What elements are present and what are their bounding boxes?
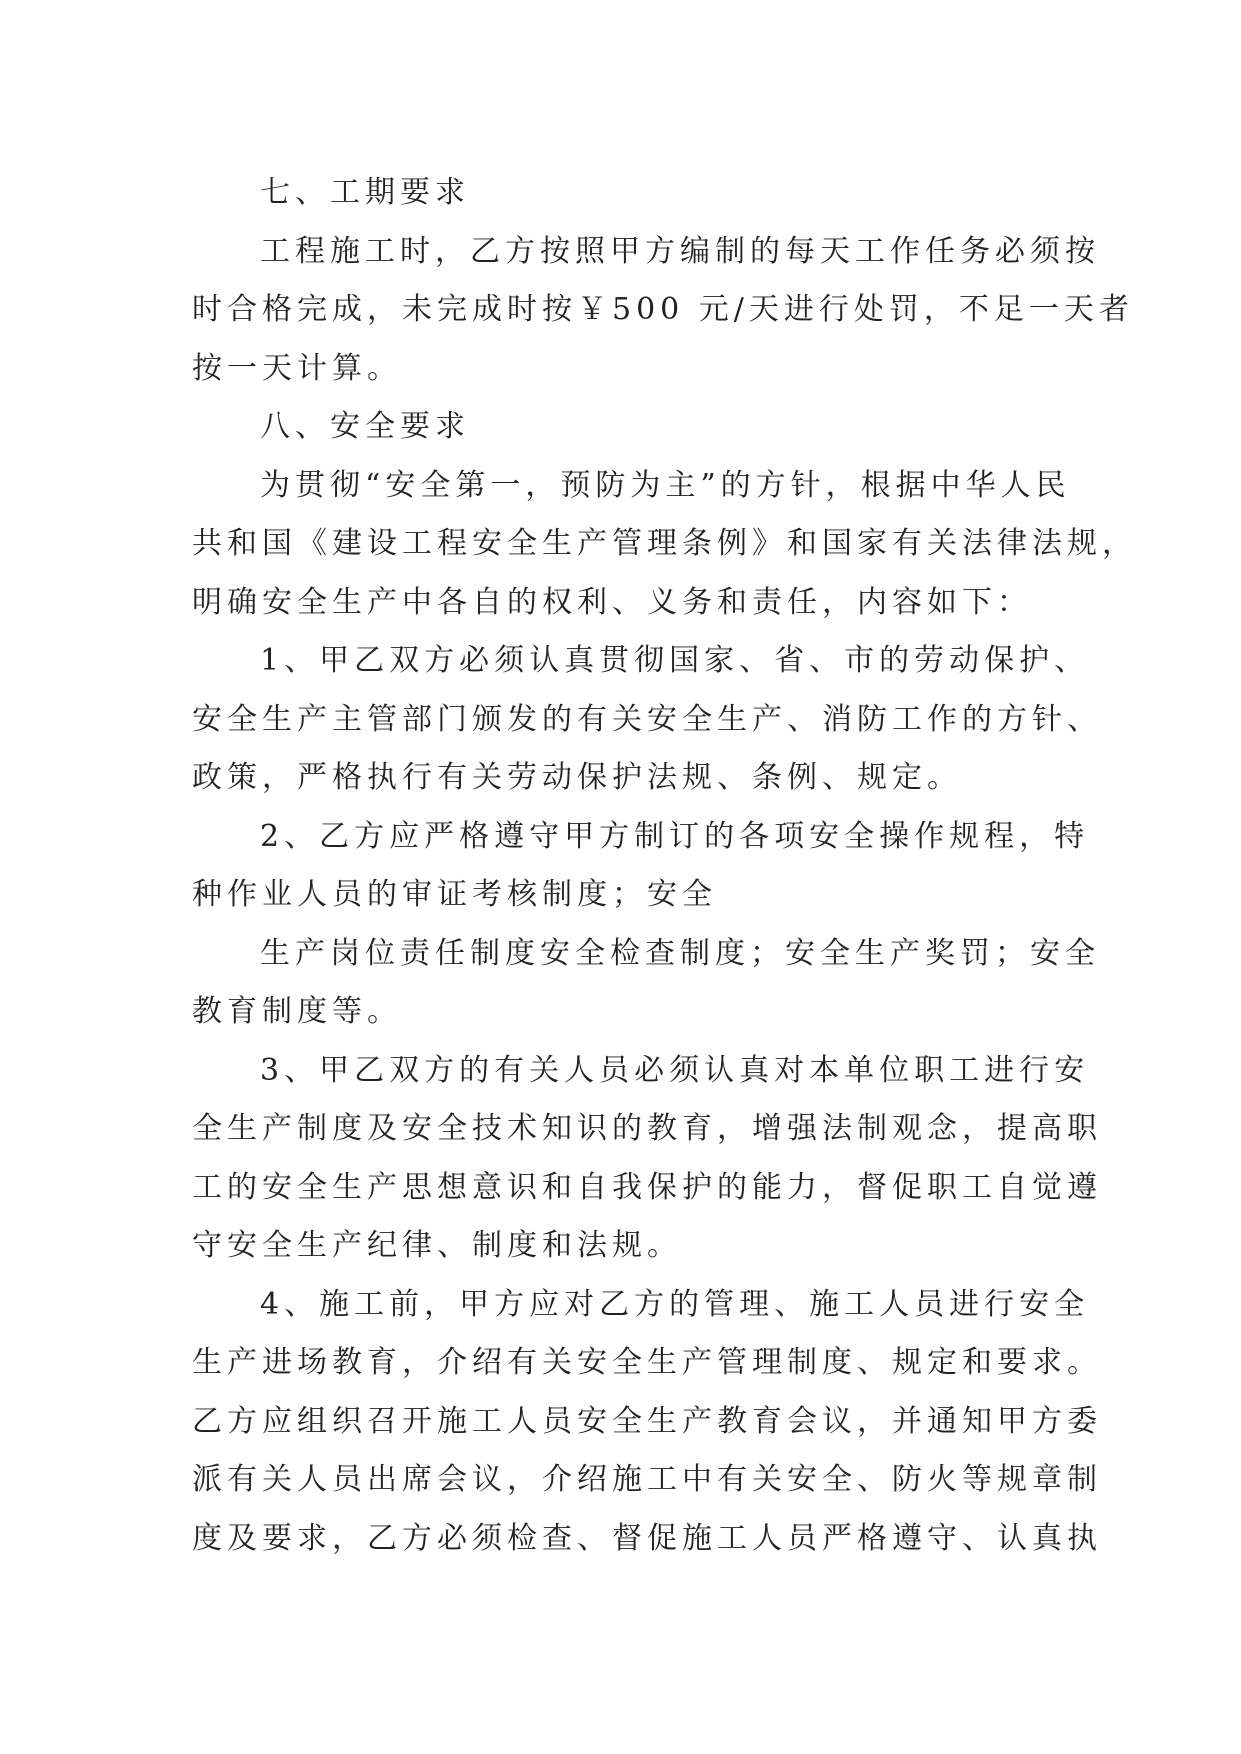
paragraph-line: 安全生产主管部门颁发的有关安全生产、消防工作的方针、 — [192, 701, 1102, 737]
paragraph-line: 明确安全生产中各自的权利、义务和责任，内容如下： — [192, 584, 1032, 620]
paragraph-line: 共和国《建设工程安全生产管理条例》和国家有关法律法规， — [192, 526, 1137, 561]
paragraph-line: 种作业人员的审证考核制度；安全 — [192, 877, 717, 912]
paragraph-line: 生产进场教育，介绍有关安全生产管理制度、规定和要求。 — [192, 1345, 1102, 1380]
paragraph-line: 乙方应组织召开施工人员安全生产教育会议，并通知甲方委 — [192, 1403, 1102, 1439]
list-item-2: 2、乙方应严格遵守甲方制订的各项安全操作规程，特 — [260, 818, 1090, 854]
paragraph-line: 时合格完成，未完成时按￥500 元/天进行处罚，不足一天者 — [192, 292, 1134, 327]
paragraph-line: 派有关人员出席会议，介绍施工中有关安全、防火等规章制 — [192, 1462, 1102, 1497]
paragraph-line: 政策，严格执行有关劳动保护法规、条例、规定。 — [192, 760, 962, 795]
paragraph-line: 教育制度等。 — [192, 994, 402, 1029]
paragraph-line: 工程施工时，乙方按照甲方编制的每天工作任务必须按 — [260, 233, 1100, 269]
paragraph-line: 生产岗位责任制度安全检查制度；安全生产奖罚；安全 — [260, 935, 1100, 971]
paragraph-line: 工的安全生产思想意识和自我保护的能力，督促职工自觉遵 — [192, 1169, 1102, 1205]
paragraph-line: 为贯彻“安全第一，预防为主”的方针，根据中华人民 — [260, 467, 1071, 503]
list-item-4: 4、施工前，甲方应对乙方的管理、施工人员进行安全 — [260, 1286, 1090, 1322]
section-heading-schedule: 七、工期要求 — [260, 175, 470, 210]
list-item-1: 1、甲乙双方必须认真贯彻国家、省、市的劳动保护、 — [260, 643, 1090, 678]
list-item-3: 3、甲乙双方的有关人员必须认真对本单位职工进行安 — [260, 1052, 1090, 1088]
section-heading-safety: 八、安全要求 — [260, 409, 470, 444]
document-body — [192, 164, 1137, 1568]
paragraph-line: 按一天计算。 — [192, 350, 402, 386]
paragraph-line: 全生产制度及安全技术知识的教育，增强法制观念，提高职 — [192, 1111, 1102, 1146]
paragraph-line: 守安全生产纪律、制度和法规。 — [192, 1228, 682, 1263]
paragraph-line: 度及要求，乙方必须检查、督促施工人员严格遵守、认真执 — [192, 1520, 1102, 1556]
